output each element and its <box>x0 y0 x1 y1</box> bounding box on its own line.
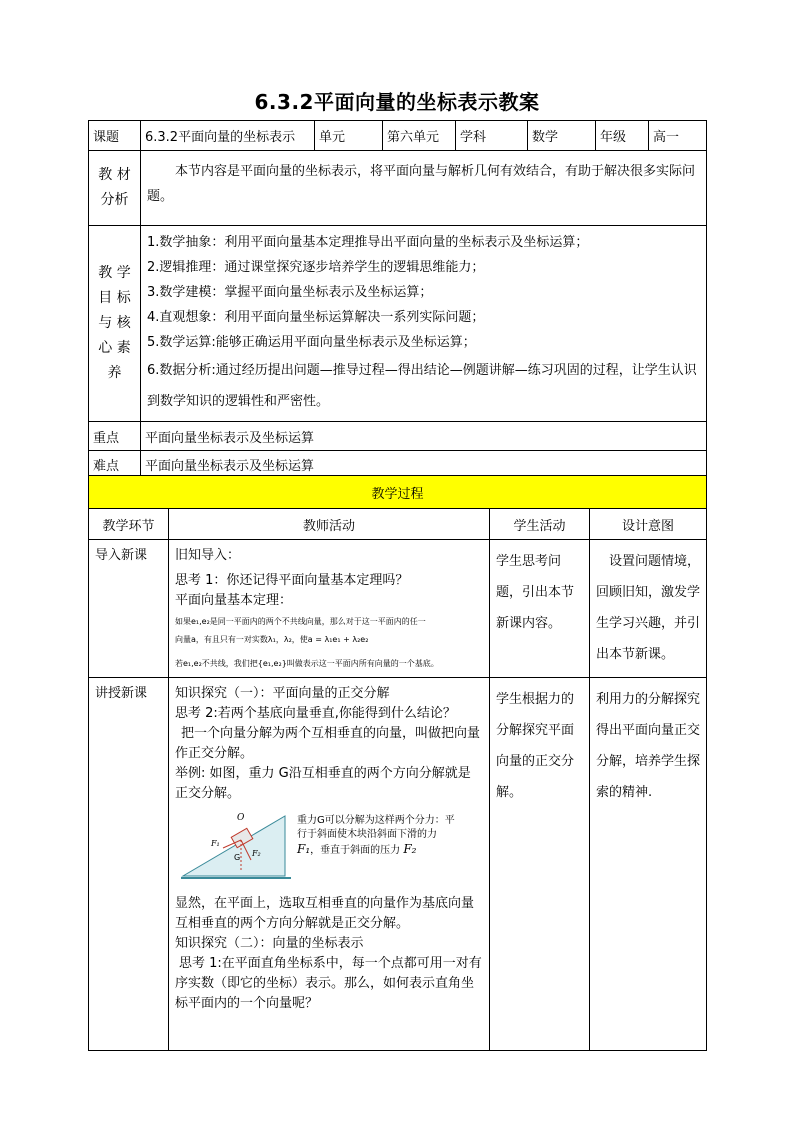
grade-value: 高一 <box>649 121 707 151</box>
goals-label: 教 学 目 标 与 核 心 素 养 <box>89 226 141 422</box>
diagram-caption <box>297 814 462 858</box>
intro-student-activity: 学生思考问题，引出本节新课内容。 <box>490 540 590 678</box>
orthogonal-definition: 把一个向量分解为两个互相垂直的向量，叫做把向量作正交分解。 <box>175 726 481 761</box>
diagram-label-o: O <box>237 813 245 823</box>
example-text: 举例: 如图，重力 G沿互相垂直的两个方向分解就是正交分解。 <box>175 766 471 801</box>
goal-item: 2.逻辑推理：通过课堂探究逐步培养学生的逻辑思维能力； <box>147 260 485 275</box>
analysis-text: 本节内容是平面向量的坐标表示，将平面向量与解析几何有效结合，有助于解决很多实际问题。 <box>141 151 707 226</box>
theorem-line: 向量a，有且只有一对实数λ₁，λ₂，使a = λ₁e₁ + λ₂e₂ <box>175 635 369 644</box>
key-points-label: 重点 <box>89 422 141 451</box>
unit-label: 单元 <box>315 121 383 151</box>
diagram-label-f1: F₁ <box>211 839 220 848</box>
theorem-line: 若e₁,e₂不共线，我们把{e₁,e₂}叫做表示这一平面内所有向量的一个基底。 <box>175 659 439 668</box>
think-question-2: 思考 2:若两个基底向量垂直,你能得到什么结论？ <box>175 706 456 721</box>
key-points-row <box>89 422 707 451</box>
teaching-process-table <box>88 475 707 1051</box>
intro-design-intent: 设置问题情境，回顾旧知，激发学生学习兴趣，并引出本节新课。 <box>590 540 707 678</box>
diagram-label-f2: F₂ <box>252 849 261 858</box>
diagram-label-g: G <box>234 853 241 862</box>
grade-label: 年级 <box>596 121 649 151</box>
page-title: 6.3.2平面向量的坐标表示教案 <box>254 90 540 114</box>
goals-list <box>141 226 707 422</box>
lesson-info-table <box>88 120 707 478</box>
course-value: 6.3.2平面向量的坐标表示 <box>141 121 315 151</box>
process-banner-row <box>89 476 707 509</box>
subject-value: 数学 <box>528 121 596 151</box>
theorem-line: 如果e₁,e₂是同一平面内的两个不共线向量，那么对于这一平面内的任一 <box>175 617 426 626</box>
new-lesson-stage: 讲授新课 <box>89 678 169 1051</box>
orthogonal-conclusion: 显然，在平面上，选取互相垂直的向量作为基底向量互相垂直的两个方向分解就是正交分解。 <box>175 896 475 931</box>
col-header-teacher: 教师活动 <box>169 509 490 540</box>
analysis-label: 教 材 分析 <box>89 151 141 226</box>
new-lesson-row <box>89 678 707 1051</box>
new-lesson-design-intent: 利用力的分解探究得出平面向量正交分解，培养学生探索的精神. <box>590 678 707 1051</box>
think-question-coords: 思考 1:在平面直角坐标系中，每一个点都可用一对有序实数（即它的坐标）表示。那么，如何表示直角坐标平面内的一个向量呢？ <box>175 956 482 1011</box>
caption-part: 重力G可以分解为这样两个分力：平行于斜面使木块沿斜面下滑的力 <box>297 815 455 840</box>
intro-stage: 导入新课 <box>89 540 169 678</box>
difficulties-text: 平面向量坐标表示及坐标运算 <box>141 451 707 478</box>
unit-value: 第六单元 <box>383 121 456 151</box>
goals-row <box>89 226 707 422</box>
header-row <box>89 121 707 151</box>
caption-f2: F₂ <box>403 842 417 856</box>
goal-item: 3.数学建模：掌握平面向量坐标表示及坐标运算； <box>147 285 433 300</box>
col-header-student: 学生活动 <box>490 509 590 540</box>
col-header-intent: 设计意图 <box>590 509 707 540</box>
explore-heading-2: 知识探究（二）：向量的坐标表示 <box>175 936 364 951</box>
new-lesson-teacher-activity <box>169 678 490 1051</box>
caption-part: ，垂直于斜面的压力 <box>310 845 401 856</box>
process-banner: 教学过程 <box>89 476 707 509</box>
key-points-text: 平面向量坐标表示及坐标运算 <box>141 422 707 451</box>
intro-row <box>89 540 707 678</box>
think-question-1: 思考 1：你还记得平面向量基本定理吗？ <box>175 573 409 588</box>
new-lesson-student-activity: 学生根据力的分解探究平面向量的正交分解。 <box>490 678 590 1051</box>
theorem-heading: 平面向量基本定理： <box>175 593 293 608</box>
course-label: 课题 <box>89 121 141 151</box>
goal-item: 1.数学抽象：利用平面向量基本定理推导出平面向量的坐标表示及坐标运算； <box>147 235 589 250</box>
caption-f1: F₁ <box>297 842 311 856</box>
incline-diagram <box>179 810 299 886</box>
col-header-stage: 教学环节 <box>89 509 169 540</box>
difficulties-row <box>89 451 707 478</box>
goal-item: 6.数据分析:通过经历提出问题—推导过程—得出结论—例题讲解—练习巩固的过程，让学生认识到数学知识的逻辑性和严密性。 <box>147 363 697 409</box>
explore-heading-1: 知识探究（一）：平面向量的正交分解 <box>175 686 390 701</box>
gravity-decomposition-figure <box>179 810 469 886</box>
goal-item: 4.直观想象：利用平面向量坐标运算解决一系列实际问题； <box>147 310 485 325</box>
subject-label: 学科 <box>456 121 528 151</box>
difficulties-label: 难点 <box>89 451 141 478</box>
analysis-row <box>89 151 707 226</box>
intro-teacher-activity <box>169 540 490 678</box>
process-header-row <box>89 509 707 540</box>
goal-item: 5.数学运算:能够正确运用平面向量坐标表示及坐标运算； <box>147 335 476 350</box>
old-knowledge-heading: 旧知导入： <box>175 548 241 563</box>
